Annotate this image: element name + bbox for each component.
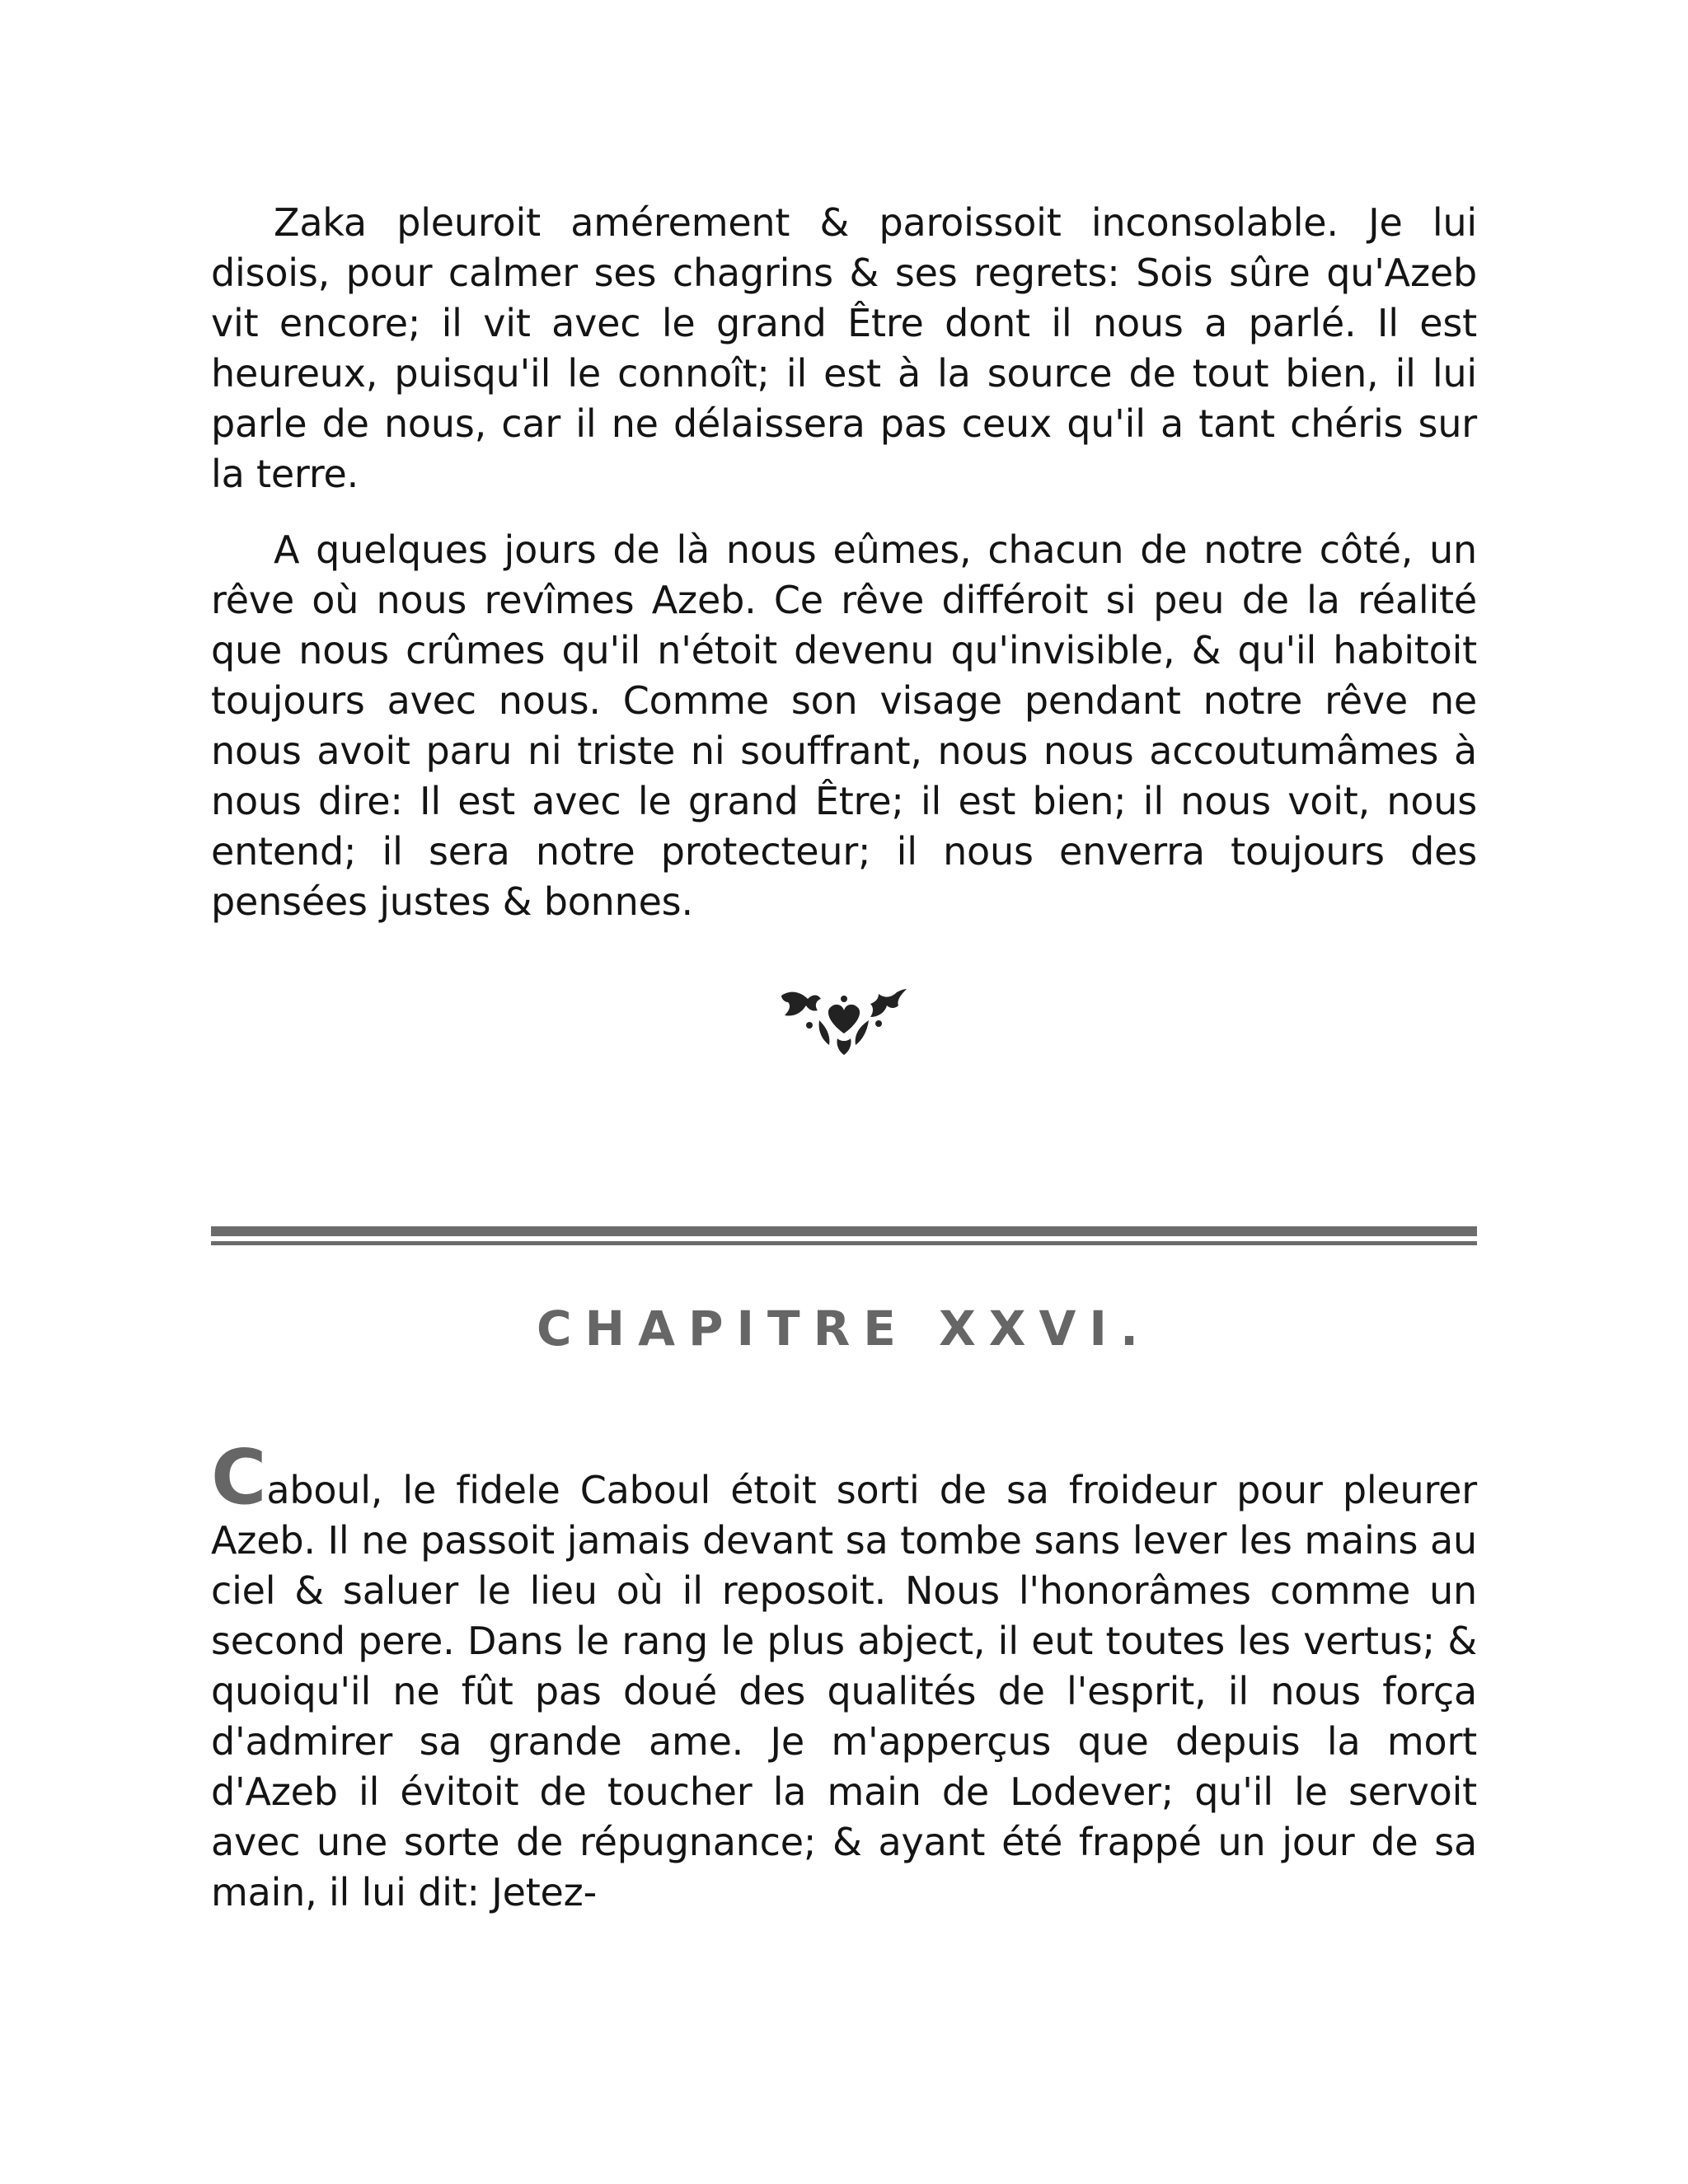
- chapter-paragraph-text: aboul, le fidele Caboul étoit sorti de sa froideur pour pleurer Azeb. Il ne passoit jamais devant sa tombe sans lever les mains au ciel & saluer le lieu où il reposoit. Nous l'honorâmes comme un second pere. Dans le rang le plus abject, il eut toutes les vertus; & quoiqu'il ne fût pas doué des qualités de l'esprit, il nous força d'admirer sa grande ame. Je m'apperçus que depuis la mort d'Azeb il évitoit de toucher la main de Lodever; qu'il le servoit avec une sorte de répugnance; & ayant été frappé un jour de sa main, il lui dit: Jetez-: [211, 1468, 1477, 1915]
- fleuron-ornament-icon: [776, 981, 912, 1063]
- previous-chapter-text: [211, 198, 1477, 927]
- chapter-paragraph: [211, 1433, 1477, 1918]
- paragraph-dream: A quelques jours de là nous eûmes, chacun de notre côté, un rêve où nous revîmes Azeb. Ce rêve différoit si peu de la réalité que nous crûmes qu'il n'étoit devenu qu'invisible, & qu'il habitoit toujours avec nous. Comme son visage pendant notre rêve ne nous avoit paru ni triste ni souffrant, nous nous accoutumâmes à nous dire: Il est avec le grand Être; il est bien; il nous voit, nous entend; il sera notre protecteur; il nous enverra toujours des pensées justes & bonnes.: [211, 527, 1477, 924]
- drop-cap-letter: C: [211, 1433, 267, 1521]
- chapter-title: CHAPITRE XXVI.: [536, 1301, 1152, 1357]
- divider-thin-line: [211, 1241, 1477, 1245]
- divider-thick-line: [211, 1226, 1477, 1236]
- paragraph-zaka: Zaka pleuroit amérement & paroissoit inconsolable. Je lui disois, pour calmer ses chagrins & ses regrets: Sois sûre qu'Azeb vit encore; il vit avec le grand Être dont il nous a parlé. Il est heureux, puisqu'il le connoît; il est à la source de tout bien, il lui parle de nous, car il ne délaissera pas ceux qu'il a tant chéris sur la terre.: [211, 200, 1477, 496]
- chapter-body: [211, 1433, 1477, 1918]
- chapter-divider-rule: [211, 1226, 1477, 1245]
